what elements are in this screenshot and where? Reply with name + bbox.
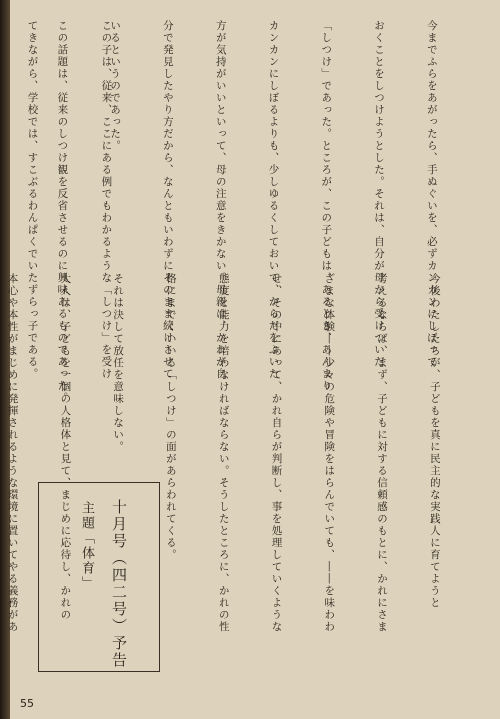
text-line: この話題は、従来のしつけ観を反省させるのに興味あるものであった。 xyxy=(56,20,69,404)
text-line: 大人は、子どもを一個の人格体と見て、まじめに応待し、かれの xyxy=(59,273,72,621)
text-line: おくことをしつけようとした。それは、自分が母から受けついだ xyxy=(373,20,386,368)
text-line: それは決して放任を意味しない。 xyxy=(112,273,125,453)
text-line: 今後わたしたちが、子どもを真に民主的な実践人に育てようと xyxy=(428,273,441,609)
text-line: 今までふらをあがったら、手ぬぐいを、必ずカンカンにしぼって xyxy=(425,20,438,368)
text-line: ざまな体験――少々の危険や冒険をはらんでいても、――を味わわ xyxy=(323,273,336,633)
text-line: せ、その中にあって、かれ自らが判断し、事を処理していくような xyxy=(270,273,283,633)
notice-title: 十月号（四二号）予告 xyxy=(110,499,128,669)
text-line: 本心や本性がまじめに発揮されるような環境に置いてやる義務があ xyxy=(6,273,19,633)
page-number: 55 xyxy=(20,697,34,710)
text-line: 「しつけ」であった。ところが、この子どもは、あるとき、あんまり xyxy=(320,20,333,392)
text-line: この子は、従来、ここにある例でもわかるような「しつけ」を受け xyxy=(100,20,113,380)
notice-subject: 主題「体育」 xyxy=(79,501,94,591)
text-line: てきながら、学校では、すこぶるわんぱくでいたずらっ子である。 xyxy=(26,20,39,380)
text-line: 分で発見したやり方だから、なんともいわずにそのまま続けさせて xyxy=(161,20,174,380)
text-line: 態度と能力を培わなければならない。そうしたところに、かれの性 xyxy=(217,273,230,633)
text-line: いるというのであった。 xyxy=(109,20,122,152)
next-issue-notice-box xyxy=(38,482,160,672)
text-line: 考えるならば、まず、子どもに対する信頼感のもとに、かれにさま xyxy=(376,273,389,633)
text-line: 方が気持がいいといって、母の注意をきかない。母親は、かれが自 xyxy=(214,20,227,380)
text-line: 格にまでくいいる「しつけ」の面があらわれてくる。 xyxy=(164,273,177,561)
text-line: カンカンにしぼるよりも、少しゆるくしておいて、からだをふいた xyxy=(267,20,280,380)
